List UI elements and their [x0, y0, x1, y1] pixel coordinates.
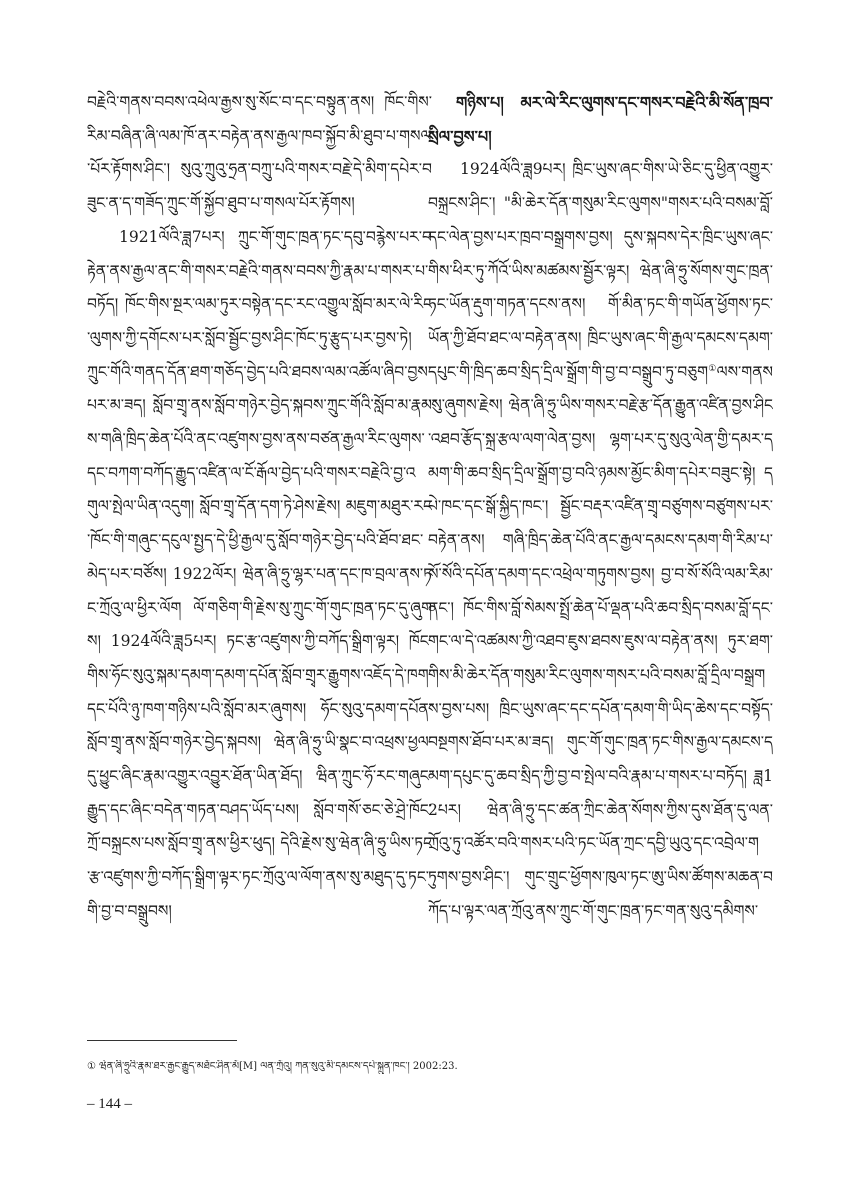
footnote: ① ཝེན་ཞི་ཧྲུའི་རྣམ་ཐར་རྒྱང་རྒྱུད་མཐོང་ཤིན་མོ[M] ལན་ཀྲོའུ། ཀན་སུའུ་མི་དམངས་དཔེ་སྐྲུན་ཁང་། 2002:23.: [87, 1061, 458, 1072]
year-value: 1921: [119, 227, 159, 246]
footnote-reference[interactable]: ①: [707, 363, 717, 374]
paragraph-text: ལོའི་ཟླ9པར། ཁྲིང་ཡུས་ཞང་གིས་ཡེ་ཅིང་དུ་ཕྱིན་འགྱུར་བསྐྲངས་ཤིང་། "མི་ཆེར་དོན་གསུམ་རིང་ལུགས"གསར་པའི་བསམ་བློ་དང་ལེན་བྱས་པར་ཁྲབ་བསྒྲགས་བྱས། དུས་སྐབས་དེར་ཁྲིང་ཡུས་ཞང་གིས་ཕིར་ཏུ་ཀོའོ་ཡིས་མཚམས་སྦྱོར་ལྟར། ཝེན་ཞི་ཧྲུ་སོགས་གུང་ཁྲན་ཏང་ཡོན་རྡུག་གཏན་དངས་ནས། གོ་མིན་ཏང་གི་གཡོན་ཕྱོགས་ཏང་ཡོན་ཀྱི་ཐོབ་ཐང་ལ་བརྟེན་ནས། ཁྲིང་ཡུས་ཞང་གི་རྒྱལ་དམངས་དམག་དཔུང་གི་ཁྲིད་ཆབ་སྲིད་དྲིལ་སྒྲོག་གི་བྱ་བ་བསྒྲུབ་ཏུ་བཅུག: [428, 160, 773, 381]
paragraph: [87, 221, 432, 929]
paragraph-text: ལོར། ཝེན་ཞི་ཧྲུ་ལྷར་པན་དང་ཁ་བྲལ་ནས་ཏང་ཀྲོའུ་ལ་ཕྱིར་ལོག ལོ་གཅིག་གི་རྗེས་སུ་ཀྲུང་གོ་གུང་ཁྲན་ཏང་དུ་ཞུགས།: [87, 564, 432, 651]
paragraph: [428, 153, 773, 928]
section-heading: གཉིས་པ། མར་ལེ་རིང་ལུགས་དང་གསར་བརྗེའི་མི་སོན་ཁྲབ་སྲིལ་བྱས་པ།: [428, 93, 773, 146]
footnote-divider: [87, 1040, 237, 1041]
year-value: 1924: [110, 632, 151, 651]
paragraph: བརྗེའི་གནས་བབས་འཕེལ་རྒྱས་སུ་སོང་བ་དང་བསྟུན་ནས། ཁོང་གིས་རིམ་བཞིན་ཞི་ལམ་ཁོ་ནར་བརྟེན་ནས་རྒྱལ་ཁབ་སྐྱོབ་མི་ཐུབ་པ་གསལ་པོར་རྟོགས་ཤིང་། སུའུ་ཀྲུའུ་ཧྲན་བཀྲུ་པའི་གསར་བརྗེ་དེ་མིག་དཔེར་བཟུང་ན་ད་གཟོད་ཀྲུང་གོ་སྐྱོབ་ཐུབ་པ་གསལ་པོར་རྟོགས།: [87, 93, 432, 213]
paragraph-text: ཟླ12པར། ཝེན་ཞི་ཧྲུ་དང་ཚན་ཀྲིང་ཆེན་སོགས་ཀྱིས་དུས་ཐོན་དུ་ལན་ཀྲོའུ་ཏུ་འཚོར་བའི་གསར་པའི་ཏང་ཡོན་ཀྲང་དབྱི་ཡུའུ་དང་འབྲེལ་གཏུགས་བྱས་ཤིང་། གུང་གྲུང་ཕྱོགས་ཁུལ་ཏང་ཨུ་ཡིས་ཚོགས་མཆན་བཀོད་པ་ལྟར་ལན་ཀྲོའུ་ནས་ཀྲུང་གོ་གུང་ཁྲན་ཏང་གན་སུའུ་དམིགས་: [428, 767, 773, 920]
year-value: 1922: [172, 564, 213, 583]
page-number: – 144 –: [87, 1096, 132, 1112]
right-column: [428, 86, 773, 1026]
paragraph-text: ལོའི་ཟླ7པར། ཀྲུང་གོ་གུང་ཁྲན་ཏང་དབུ་བརྙེས་པར་བརྟེན་ནས་རྒྱལ་ནང་གི་གསར་བརྗེའི་གནས་བབས་ཀྱི་རྣམ་པ་གསར་པ་བཏོད། ཁོང་གིས་སྔར་ལམ་ཏུར་བསྟེན་དང་རང་འགྱུལ་སློབ་མར་ལེ་རིང་ལུགས་ཀྱི་དགོངས་པར་སློབ་སྦྱོང་བྱས་ཤིང་ཁོང་ཏུ་རྩུད་པར་བྱས་ཏེ། ཀྲུང་གོའི་གནད་དོན་ཐག་གཅོད་བྱེད་པའི་ཐབས་ལམ་འཚོལ་ཞིབ་བྱས་པར་མ་ཟད། སློབ་གྲྭ་ནས་སློབ་གཉེར་བྱེད་སྐབས་ཀྲུང་གོའི་སློབ་མ་རྣམས་གཞི་ཁྲིད་ཆེན་པོའི་ནང་འཛུགས་བྱས་ནས་བཙན་རྒྱལ་རིང་ལུགས་དང་བཀག་བཀོད་རྒྱུད་འཛིན་ལ་ངོ་རྒོལ་བྱེད་པའི་གསར་བརྗེའི་བྱ་འགུལ་སྤེལ་ཡིན་འདུག། སློབ་གྲྭ་དོན་དག་ཏེ་ཤེས་རྗེས། མཇུག་མཐུར་རང་ཁོང་གི་གཞུང་དངུལ་སྤྱད་དེ་ཕྱི་རྒྱལ་དུ་སློབ་གཉེར་བྱེད་པའི་ཐོབ་ཐང་མེད་པར་བཙོས།: [87, 227, 432, 583]
year-value: 1924: [460, 160, 500, 179]
paragraph-text: ལས་གནས་སུ་ཞུགས་རྗེས། ཝེན་ཞི་ཧྲུ་ཡིས་གསར་བརྗེ་རྩ་དོན་རྒྱུན་འཛིན་བྱས་ཤིང་འཐབ་རྩོད་སྐྲ་རྩལ་ལག་ལེན་བྱས། ལྷག་པར་དུ་སུའུ་ལེན་གྱི་དམར་དམག་གི་ཆབ་སྲིད་དྲིལ་སྒྲོག་བྱ་བའི་ཉམས་མྱོང་མིག་དཔེར་བཟུང་སྟེ། དཔེ་ཁང་དང་སྒོ་སྐྱིད་ཁང་། སྦྱོང་བརྡར་འཛིན་གྲྭ་བཙུགས་བཙུགས་པར་བརྟེན་ནས། གཞི་ཁྲིད་ཆེན་པོའི་ནང་རྒྱལ་དམངས་དམག་གི་རིམ་པ་སོ་སོའི་དཔོན་དམག་དང་འཕྲེལ་གཏུགས་བྱས། བྱ་བ་སོ་སོའི་ལམ་རིམ་ནང་། ཁོང་གིས་བློ་སེམས་སྤྲོ་ཆེན་པོ་ལྡན་པའི་ཆབ་སྲིད་བསམ་བློ་དང་གང་ལ་དེ་འཚམས་ཀྱི་འཐབ་ཇུས་ཐབས་ཇུས་ལ་བརྟེན་ནས། ཏུར་ཐག་གིས་མི་ཆེར་དོན་གསུམ་རིང་ལུགས་གསར་པའི་བསམ་བློ་དྲིལ་བསྒྲགས་བྱས་པས། ཁྲིང་ཡུས་ཞང་དང་དཔོན་དམག་གི་ཡིད་ཆེས་དང་བསྟོད་བསྔགས་ཐོབ་པར་མ་ཟད། གུང་གོ་གུང་ཁྲན་ཏང་གིས་རྒྱལ་དམངས་དམག་དཔུང་དུ་ཆབ་སྲིད་ཀྱི་བྱ་བ་སྤེལ་བའི་རྣམ་པ་གསར་པ་བཏོད།: [428, 362, 773, 786]
paragraph-text: ལོའི་ཟླ5པར། ཏང་རྩ་འཛུགས་ཀྱི་བཀོད་སྒྲིག་ལྟར། ཁོང་གིས་ཧོང་སུའུ་སྐམ་དམག་དམག་དཔོན་སློབ་གྲྭར་རྒྱུགས་འཇོད་དེ་ཁག་དང་པོའི་ཉུ་ཁག་གཉིས་པའི་སློབ་མར་ཞུགས། ཧོང་སུའུ་དམག་དཔོན་སློབ་གྲྭ་ནས་སློབ་གཉེར་བྱེད་སྐབས། ཝེན་ཞི་ཧྲུ་ཡི་སྣང་བ་འཕྲས་ཕྱལ་དུ་ཕྱུང་ཞིང་རྣམ་འགྱུར་འབྱུར་ཐོན་ཡིན་ཐོད། ཝིན་ཀྲུང་ཧོ་རང་གཞུང་རྒྱུད་དང་ཞིང་བདེན་གཏན་བཤད་ཡོད་པས། སློབ་གསོ་ཅང་ཅེ་ཤྲེ་ཁོང་ཀྲོ་བསྐྲངས་པས་སློབ་གྲྭ་ནས་ཕྱིར་ཕུད། དེའི་རྗེས་སུ་ཝེན་ཞི་ཧྲུ་ཡིས་ཏང་རྩ་འཛུགས་ཀྱི་བཀོད་སྒྲིག་ལྟར་ཏང་ཀྲོའུ་ལ་ལོག་ནས་སུ་མཐུད་དུ་ཏང་གི་བྱ་བ་བསྒྲུབས།: [87, 632, 432, 920]
left-column: [87, 86, 432, 1026]
